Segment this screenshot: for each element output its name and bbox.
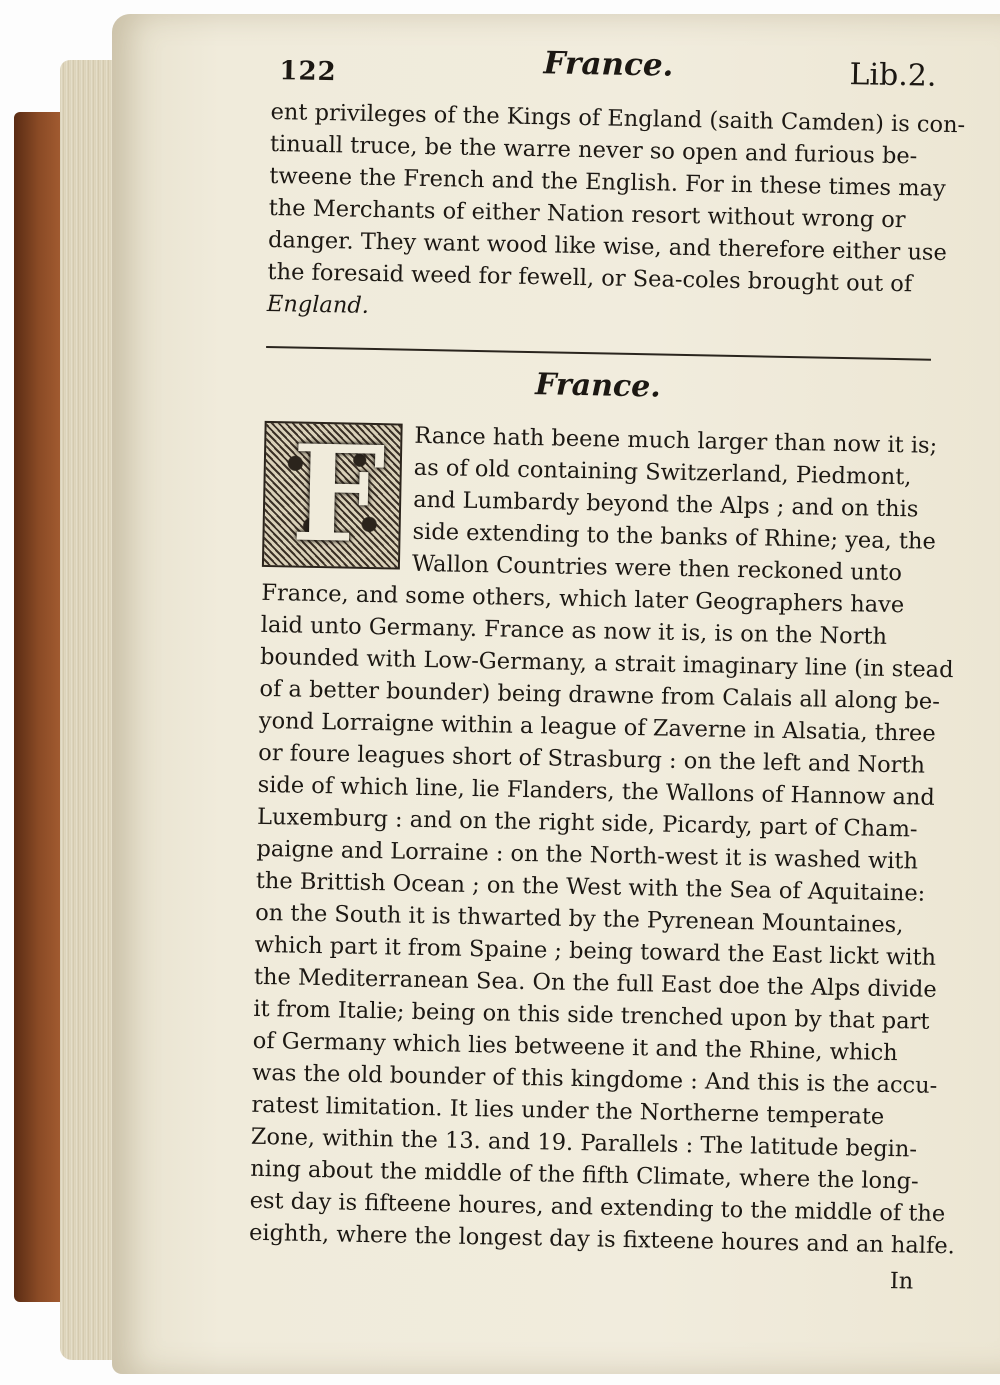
page-text-block — [248, 40, 966, 1298]
page-number: 122 — [279, 56, 337, 88]
catchword: In — [889, 1268, 914, 1295]
section-title: France. — [534, 367, 662, 405]
running-title: France. — [543, 45, 674, 84]
text-line: England. — [266, 290, 370, 319]
text-line: France, and some others, which later Geographers have — [261, 579, 905, 619]
text-line: side of which line, lie Flanders, the Wallons of Hannow and — [257, 771, 936, 811]
decorated-initial — [262, 416, 403, 574]
drop-cap-letter: F — [289, 416, 387, 574]
text-line: yond Lorraigne within a league of Zaverne in Alsatia, three — [258, 707, 936, 747]
text-line: Zone, within the 13. and 19. Parallels : The latitude begin- — [250, 1123, 918, 1163]
text-line: bounded with Low-Germany, a strait imaginary line (in stead — [259, 643, 954, 684]
text-line: the Mediterranean Sea. On the full East doe the Alps divide — [253, 963, 937, 1003]
text-line: Wallon Countries were then reckoned unto — [411, 550, 903, 587]
text-line: ratest limitation. It lies under the Northerne temperate — [251, 1091, 885, 1130]
text-line: the Brittish Ocean ; on the West with the Sea of Aquitaine: — [255, 867, 926, 907]
text-line: was the old bounder of this kingdome : And this is the accu- — [251, 1059, 938, 1099]
text-line: of a better bounder) being drawne from Calais all along be- — [259, 675, 941, 715]
text-line: ning about the middle of the fifth Climate, where the long- — [250, 1155, 919, 1195]
text-line: of Germany which lies betweene it and the Rhine, which — [252, 1027, 898, 1067]
text-line: est day is fifteene houres, and extending to the middle of the — [249, 1187, 946, 1228]
text-line: which part it from Spaine ; being toward the East lickt with — [254, 931, 937, 971]
text-line: Rance hath beene much larger than now it is; — [414, 422, 938, 459]
text-line: ent privileges of the Kings of England (saith Camden) is con- — [270, 98, 966, 139]
text-line: danger. They want wood like wise, and therefore either use — [267, 226, 948, 266]
text-line: on the South it is thwarted by the Pyrenean Mountaines, — [254, 899, 904, 939]
text-line: it from Italie; being on this side trenched upon by that part — [253, 995, 930, 1035]
section-divider — [266, 346, 931, 361]
text-line: tweene the French and the English. For in these times may — [269, 162, 946, 202]
text-line: the Merchants of either Nation resort without wrong or — [268, 194, 906, 234]
text-line: and Lumbardy beyond the Alps ; and on this — [412, 486, 919, 523]
text-line: eighth, where the longest day is fixteene houres and an halfe. — [248, 1219, 956, 1260]
section-body — [248, 416, 956, 1298]
text-line: laid unto Germany. France as now it is, is on the North — [260, 611, 888, 650]
text-line: paigne and Lorraine : on the North-west it is washed with — [256, 835, 919, 875]
text-line: as of old containing Switzerland, Piedmont, — [413, 454, 912, 491]
text-line: tinuall truce, be the warre never so open and furious be- — [269, 130, 918, 170]
body-paragraph — [248, 577, 956, 1262]
book-label: Lib.2. — [849, 57, 937, 94]
text-line: Luxemburg : and on the right side, Picardy, part of Cham- — [256, 803, 918, 843]
text-line: the foresaid weed for fewell, or Sea-coles brought out of — [267, 258, 913, 298]
text-line: side extending to the banks of Rhine; yea, the — [412, 518, 937, 555]
top-paragraph — [266, 96, 966, 333]
text-line: or foure leagues short of Strasburg : on the left and North — [258, 739, 926, 779]
